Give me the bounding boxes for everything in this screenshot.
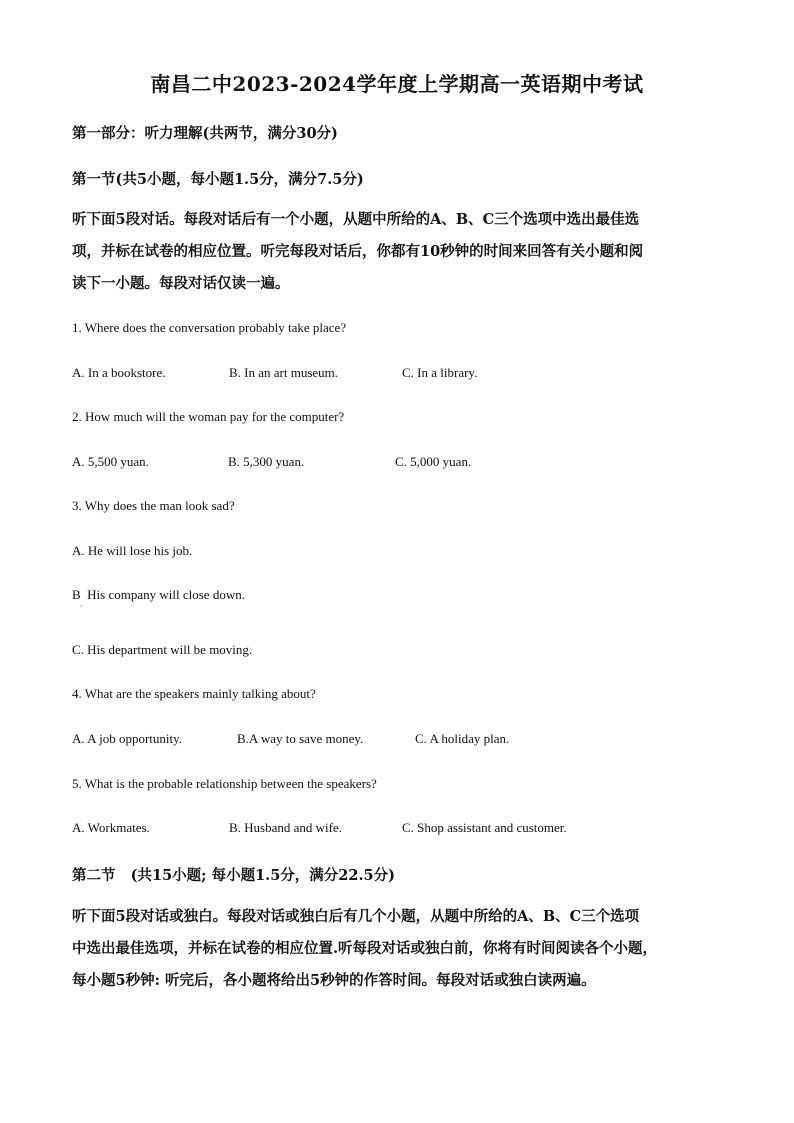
section1-instructions	[72, 204, 722, 300]
exam-title: 南昌二中2023-2024学年度上学期高一英语期中考试	[150, 72, 644, 96]
part1-heading: 第一部分：听力理解(共两节，满分30分)	[72, 125, 338, 142]
q5-option-c: C. Shop assistant and customer.	[402, 820, 567, 835]
question-3: 3. Why does the man look sad?	[72, 498, 235, 513]
question-2: 2. How much will the woman pay for the computer?	[72, 409, 345, 424]
question-5: 5. What is the probable relationship between the speakers?	[72, 776, 377, 791]
instruction-line: 读下一小题。每段对话仅读一遍。	[72, 275, 290, 292]
q3-option-c: C. His department will be moving.	[72, 642, 253, 657]
q1-option-a: A. In a bookstore.	[72, 365, 166, 380]
stray-dot: ·	[80, 602, 83, 611]
q2-option-b: B. 5,300 yuan.	[228, 454, 305, 469]
q1-option-c: C. In a library.	[402, 365, 478, 380]
instruction-line: 听下面5段对话。每段对话后有一个小题，从题中所给的A、B、C三个选项中选出最佳选	[72, 211, 640, 228]
q5-option-a: A. Workmates.	[72, 820, 150, 835]
question-4: 4. What are the speakers mainly talking about?	[72, 686, 316, 701]
q3-option-b: B His company will close down.	[72, 587, 245, 602]
q4-option-a: A. A job opportunity.	[72, 731, 183, 746]
q1-option-b: B. In an art museum.	[229, 365, 339, 380]
section2-heading: 第二节 (共15小题; 每小题1.5分，满分22.5分)	[72, 867, 395, 884]
q4-option-c: C. A holiday plan.	[415, 731, 510, 746]
instruction-line: 项，并标在试卷的相应位置。听完每段对话后，你都有10秒钟的时间来回答有关小题和阅	[72, 243, 644, 260]
q5-option-b: B. Husband and wife.	[229, 820, 343, 835]
instruction-line: 每小题5秒钟: 听完后，各小题将给出5秒钟的作答时间。每段对话或独白读两遍。	[72, 972, 596, 989]
instruction-line: 听下面5段对话或独白。每段对话或独白后有几个小题，从题中所给的A、B、C三个选项	[72, 908, 640, 925]
instruction-line: 中选出最佳选项，并标在试卷的相应位置.听每段对话或独白前，你将有时间阅读各个小题，	[72, 940, 658, 957]
section1-heading: 第一节(共5小题，每小题1.5分，满分7.5分)	[72, 171, 364, 188]
q2-option-a: A. 5,500 yuan.	[72, 454, 149, 469]
q4-option-b: B.A way to save money.	[237, 731, 364, 746]
q3-option-a: A. He will lose his job.	[72, 543, 193, 558]
question-1: 1. Where does the conversation probably take place?	[72, 320, 347, 335]
section2-instructions	[72, 901, 722, 997]
q2-option-c: C. 5,000 yuan.	[395, 454, 472, 469]
